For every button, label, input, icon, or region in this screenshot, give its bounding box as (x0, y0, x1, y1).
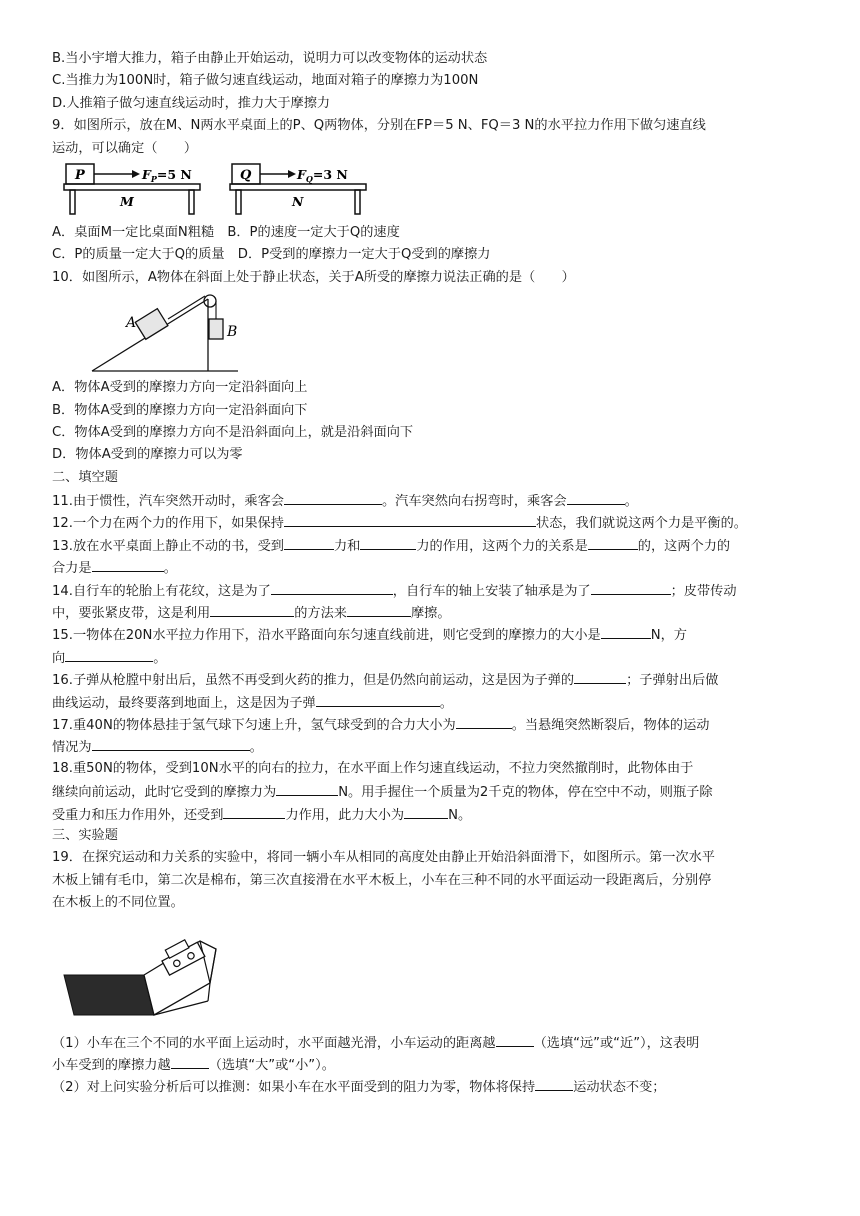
q15-blank-1[interactable] (601, 623, 651, 639)
q10-option-a: A．物体A受到的摩擦力方向一定沿斜面向上 (52, 380, 308, 396)
section-fill-in: 二、填空题 (52, 469, 118, 485)
q9-stem-line2: 运动，可以确定（ ） (52, 140, 198, 156)
q8-option-c: C.当推力为100N时，箱子做匀速直线运动，地面对箱子的摩擦力为100N (52, 73, 479, 89)
q19-blank-2[interactable] (171, 1053, 209, 1069)
label-q: Q (240, 167, 252, 183)
q13-line1: 13.放在水平桌面上静止不动的书，受到 力和 力的作用，这两个力的关系是 的，这两个力的 (52, 534, 812, 556)
q9-figure (52, 160, 812, 222)
q17-blank-1[interactable] (456, 713, 512, 729)
q14-blank-1[interactable] (271, 579, 393, 595)
q11: 11.由于惯性，汽车突然开动时，乘客会 。汽车突然向右拐弯时，乘客会 。 (52, 489, 812, 511)
q14-blank-2[interactable] (591, 579, 671, 595)
q13-blank-4[interactable] (92, 556, 164, 572)
q15-line2: 向 。 (52, 646, 812, 668)
q19-stem-line3: 在木板上的不同位置。 (52, 895, 184, 911)
q10-figure (52, 289, 812, 377)
q10-stem: 10．如图所示，A物体在斜面上处于静止状态，关于A所受的摩擦力说法正确的是（ ） (52, 269, 575, 285)
q19-part1-line2: 小车受到的摩擦力越 （选填“大”或“小”）。 (52, 1053, 812, 1075)
worksheet-page (52, 48, 812, 1098)
q19-figure (52, 915, 812, 1031)
q10-option-d: D．物体A受到的摩擦力可以为零 (52, 447, 243, 463)
q9-stem-line1: 9．如图所示，放在M、N两水平桌面上的P、Q两物体，分别在FP＝5 N、FQ＝3 N的水平拉力作用下做匀速直线 (52, 118, 706, 134)
q14-line2: 中，要张紧皮带，这是利用 的方法来 摩擦。 (52, 601, 812, 623)
q10-option-c: C．物体A受到的摩擦力方向不是沿斜面向上，就是沿斜面向下 (52, 424, 414, 440)
q10-option-b: B．物体A受到的摩擦力方向一定沿斜面向下 (52, 402, 308, 418)
q9-options-ab: A．桌面M一定比桌面N粗糙 B．P的速度一定大于Q的速度 (52, 224, 400, 240)
q14-blank-4[interactable] (347, 601, 411, 617)
q19-stem-line1: 19．在探究运动和力关系的实验中，将同一辆小车从相同的高度处由静止开始沿斜面滑下，如图所示。第一次水平 (52, 850, 715, 866)
q15-line1: 15.一物体在20N水平拉力作用下，沿水平路面向东匀速直线前进，则它受到的摩擦力的大小是 N，方 (52, 623, 812, 645)
q16-blank-1[interactable] (574, 668, 626, 684)
label-fp: $F_P=5$ N (142, 166, 192, 184)
q18-blank-2[interactable] (223, 803, 285, 819)
q12: 12.一个力在两个力的作用下，如果保持 状态，我们就说这两个力是平衡的。 (52, 511, 812, 533)
label-fq: $F_Q=3$ N (297, 166, 348, 184)
label-a: A (126, 315, 137, 332)
q14-line1: 14.自行车的轮胎上有花纹，这是为了 ，自行车的轴上安装了轴承是为了 ；皮带传动 (52, 579, 812, 601)
q15-blank-2[interactable] (65, 646, 153, 662)
towel-surface (64, 975, 154, 1015)
q19-blank-3[interactable] (535, 1075, 573, 1091)
q9-options-cd: C．P的质量一定大于Q的质量 D．P受到的摩擦力一定大于Q受到的摩擦力 (52, 247, 491, 263)
q13-line2: 合力是 。 (52, 556, 812, 578)
q17-line2: 情况为 。 (52, 735, 812, 757)
q14-blank-3[interactable] (210, 601, 294, 617)
q19-part1-line1: （1）小车在三个不同的水平面上运动时，水平面越光滑，小车运动的距离越 （选填“远”或“近”），这表明 (52, 1031, 812, 1053)
q17-line1: 17.重40N的物体悬挂于氢气球下匀速上升，氢气球受到的合力大小为 。当悬绳突然断裂后，物体的运动 (52, 713, 812, 735)
q16-blank-2[interactable] (316, 691, 440, 707)
q19-blank-1[interactable] (496, 1031, 534, 1047)
section-experiment: 三、实验题 (52, 827, 118, 843)
block-a (135, 309, 168, 340)
q13-blank-2[interactable] (360, 534, 416, 550)
q16-line2: 曲线运动，最终要落到地面上，这是因为子弹 。 (52, 691, 812, 713)
q16-line1: 16.子弹从枪膛中射出后，虽然不再受到火药的推力，但是仍然向前运动，这是因为子弹的 ；子弹射出后做 (52, 668, 812, 690)
block-b (209, 319, 223, 339)
label-b: B (227, 324, 238, 341)
q18-line3: 受重力和压力作用外，还受到 力作用，此力大小为 N。 (52, 803, 812, 825)
q12-blank-1[interactable] (284, 511, 536, 527)
q11-blank-2[interactable] (567, 489, 625, 505)
q18-blank-1[interactable] (276, 780, 338, 796)
q19-stem-line2: 木板上铺有毛巾，第二次是棉布，第三次直接滑在水平木板上，小车在三种不同的水平面运动一段距离后，分别停 (52, 872, 712, 888)
q18-blank-3[interactable] (404, 803, 448, 819)
q11-blank-1[interactable] (284, 489, 382, 505)
q8-option-b: B.当小宇增大推力，箱子由静止开始运动，说明力可以改变物体的运动状态 (52, 51, 488, 66)
label-p: P (75, 167, 85, 183)
q17-blank-2[interactable] (92, 735, 250, 751)
label-m: M (120, 193, 134, 209)
q19-part2: （2）对上问实验分析后可以推测：如果小车在水平面受到的阻力为零，物体将保持 运动状态不变； (52, 1075, 812, 1097)
q18-line2: 继续向前运动，此时它受到的摩擦力为 N。用手握住一个质量为2千克的物体，停在空中不动，则瓶子除 (52, 780, 812, 802)
q8-option-d: D.人推箱子做匀速直线运动时，推力大于摩擦力 (52, 95, 331, 111)
label-n: N (292, 193, 304, 209)
q13-blank-3[interactable] (588, 534, 638, 550)
q18-line1: 18.重50N的物体，受到10N水平的向右的拉力，在水平面上作匀速直线运动，不拉力突然撤削时，此物体由于 (52, 760, 694, 776)
q13-blank-1[interactable] (284, 534, 334, 550)
